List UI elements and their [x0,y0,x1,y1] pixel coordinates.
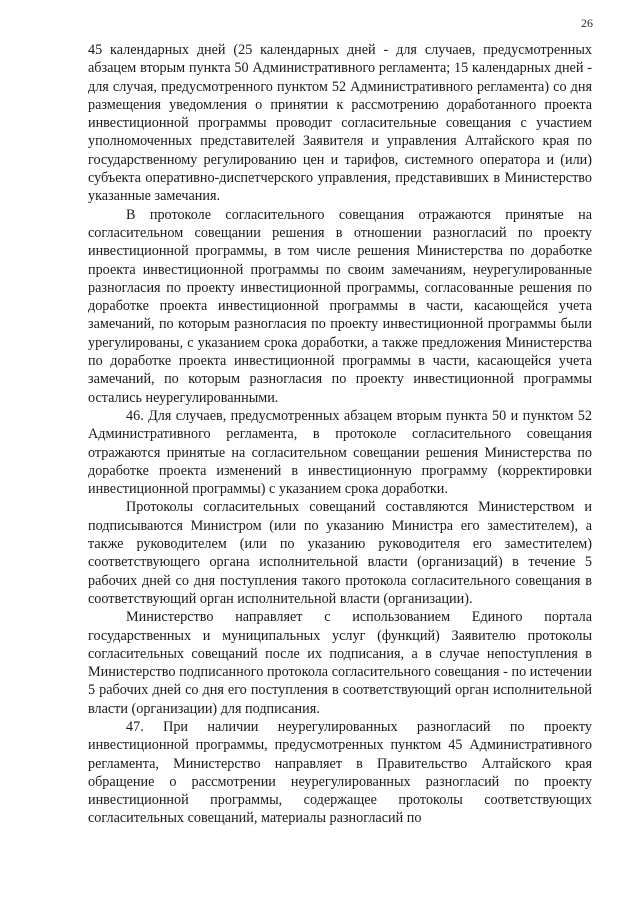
paragraph-continuation: 45 календарных дней (25 календарных дней - для случаев, предусмотренных абзацем вторым пункта 50 Административного регламента; 15 календарных дней - для случая, предусмотренного пунктом 52 Административного регламента) со дня размещения уведомления о принятии к рассмотрению доработанного проекта инвестиционной программы проводит согласительные совещания с участием уполномоченных представителей Заявителя и управления Алтайского края по государственному регулированию цен и тарифов, системного оператора и (или) субъекта оперативно-диспетчерского управления, представивших в Министерство указанные замечания. [88,42,592,205]
paragraph-protocols-signing: Протоколы согласительных совещаний составляются Министерством и подписываются Министром (или по указанию Министра его заместителем), а также руководителем (или по указанию руководителя его заместителем) соответствующего органа исполнительной власти (организаций) в течение 5 рабочих дней со дня поступления такого протокола согласительного совещания в соответствующий орган исполнительной власти (организации). [88,499,592,607]
paragraph-ministry-sends: Министерство направляет с использованием Единого портала государственных и муниципальных услуг (функций) Заявителю протоколы согласительных совещаний после их подписания, а в случае непоступления в Министерство подписанного протокола согласительного совещания - по истечении 5 рабочих дней со дня его поступления в соответствующий орган исполнительной власти (организации) для подписания. [88,609,592,717]
document-body [88,41,592,828]
paragraph-clause-46: 46. Для случаев, предусмотренных абзацем вторым пункта 50 и пунктом 52 Административного регламента, в протоколе согласительного совещания отражаются принятые на согласительном совещании решения Министерства по доработке проекта изменений в инвестиционную программу (корректировки инвестиционной программы) с указанием срока доработки. [88,407,592,498]
page-number: 26 [581,16,593,30]
paragraph-protocol-content: В протоколе согласительного совещания отражаются принятые на согласительном совещании решения в отношении разногласий по проекту инвестиционной программы, в том числе решения Министерства по доработке проекта инвестиционной программы по своим замечаниям, неурегулированные разногласия по проекту инвестиционной программы, согласованные решения по доработке проекта инвестиционной программы в части, касающейся учета замечаний, по которым разногласия по проекту инвестиционной программы были урегулированы, с указанием срока доработки, а также предложения Министерства по доработке проекта инвестиционной программы в части, касающейся учета замечаний, по которым разногласия по проекту инвестиционной программы остались неурегулированными. [88,206,592,406]
paragraph-clause-47: 47. При наличии неурегулированных разногласий по проекту инвестиционной программы, предусмотренных пунктом 45 Административного регламента, Министерство направляет в Правительство Алтайского края обращение о рассмотрении неурегулированных разногласий по проекту инвестиционной программы, содержащее протоколы соответствующих согласительных совещаний, материалы разногласий по [88,718,592,827]
